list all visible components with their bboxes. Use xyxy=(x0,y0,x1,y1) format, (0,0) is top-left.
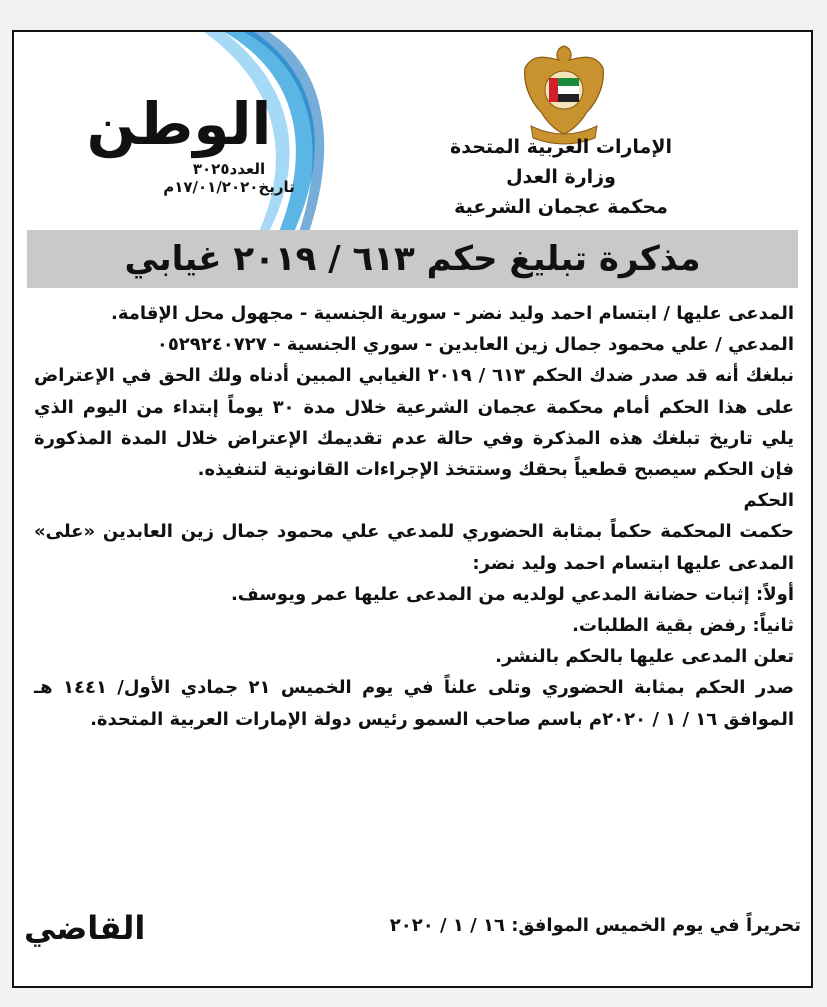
notice-body xyxy=(34,298,794,735)
issue-line: العدد٣٠٢٥ تاريخ١٧/٠١/٢٠٢٠م xyxy=(163,160,295,196)
dated-line: تحريراً في يوم الخميس الموافق: ١٦ / ١ / ٢٠٢٠ xyxy=(389,915,801,936)
verdict-first: أولاً: إثبات حضانة المدعي لولديه من المدعى عليها عمر ويوسف. xyxy=(230,583,794,605)
notice-footer xyxy=(24,909,801,955)
publish-line: تعلن المدعى عليها بالحكم بالنشر. xyxy=(495,646,794,668)
newspaper-logo: الوطن xyxy=(86,90,272,158)
verdict-intro: حكمت المحكمة حكماً بمثابة الحضوري للمدعي علي محمود جمال زين العابدين «على» المدعى عليها ابتسام احمد وليد نضر: xyxy=(34,521,794,574)
judge-signature: القاضي xyxy=(24,909,146,947)
notice-title: مذكرة تبليغ حكم ٦١٣ / ٢٠١٩ غيابي xyxy=(27,230,798,288)
country-name: الإمارات العربية المتحدة xyxy=(450,136,672,158)
notice-frame xyxy=(12,30,813,988)
verdict-second: ثانياً: رفض بقية الطلبات. xyxy=(572,615,794,637)
ministry-name: وزارة العدل xyxy=(506,166,616,188)
plaintiff-line: المدعي / علي محمود جمال زين العابدين - سوري الجنسية - ٠٥٢٩٢٤٠٧٢٧ xyxy=(156,334,794,356)
defendant-line: المدعى عليها / ابتسام احمد وليد نضر - سورية الجنسية - مجهول محل الإقامة. xyxy=(110,303,794,324)
court-name: محكمة عجمان الشرعية xyxy=(454,196,668,218)
notice-paragraph: نبلغك أنه قد صدر ضدك الحكم ٦١٣ / ٢٠١٩ الغيابي المبين أدناه ولك الحق في الإعتراض على هذا الحكم أمام محكمة عجمان الشرعية خلال مدة ٣٠ يوماً إبتداء من اليوم الذي يلي تاريخ تبلغك هذه المذكرة وفي حالة عدم تقديمك الإعتراض خلال المدة المذكورة فإن الحكم سيصبح قطعياً بحقك وستتخذ الإجراءات القانونية لتنفيذه. xyxy=(34,365,794,481)
issued-paragraph: صدر الحكم بمثابة الحضوري وتلى علناً في يوم الخميس ٢١ جمادي الأول/ ١٤٤١ هـ الموافق ١٦ / ١ / ٢٠٢٠م باسم صاحب السمو رئيس دولة الإمارات العربية المتحدة. xyxy=(34,677,794,730)
issuer-block xyxy=(421,132,701,222)
verdict-heading: الحكم xyxy=(743,490,794,512)
